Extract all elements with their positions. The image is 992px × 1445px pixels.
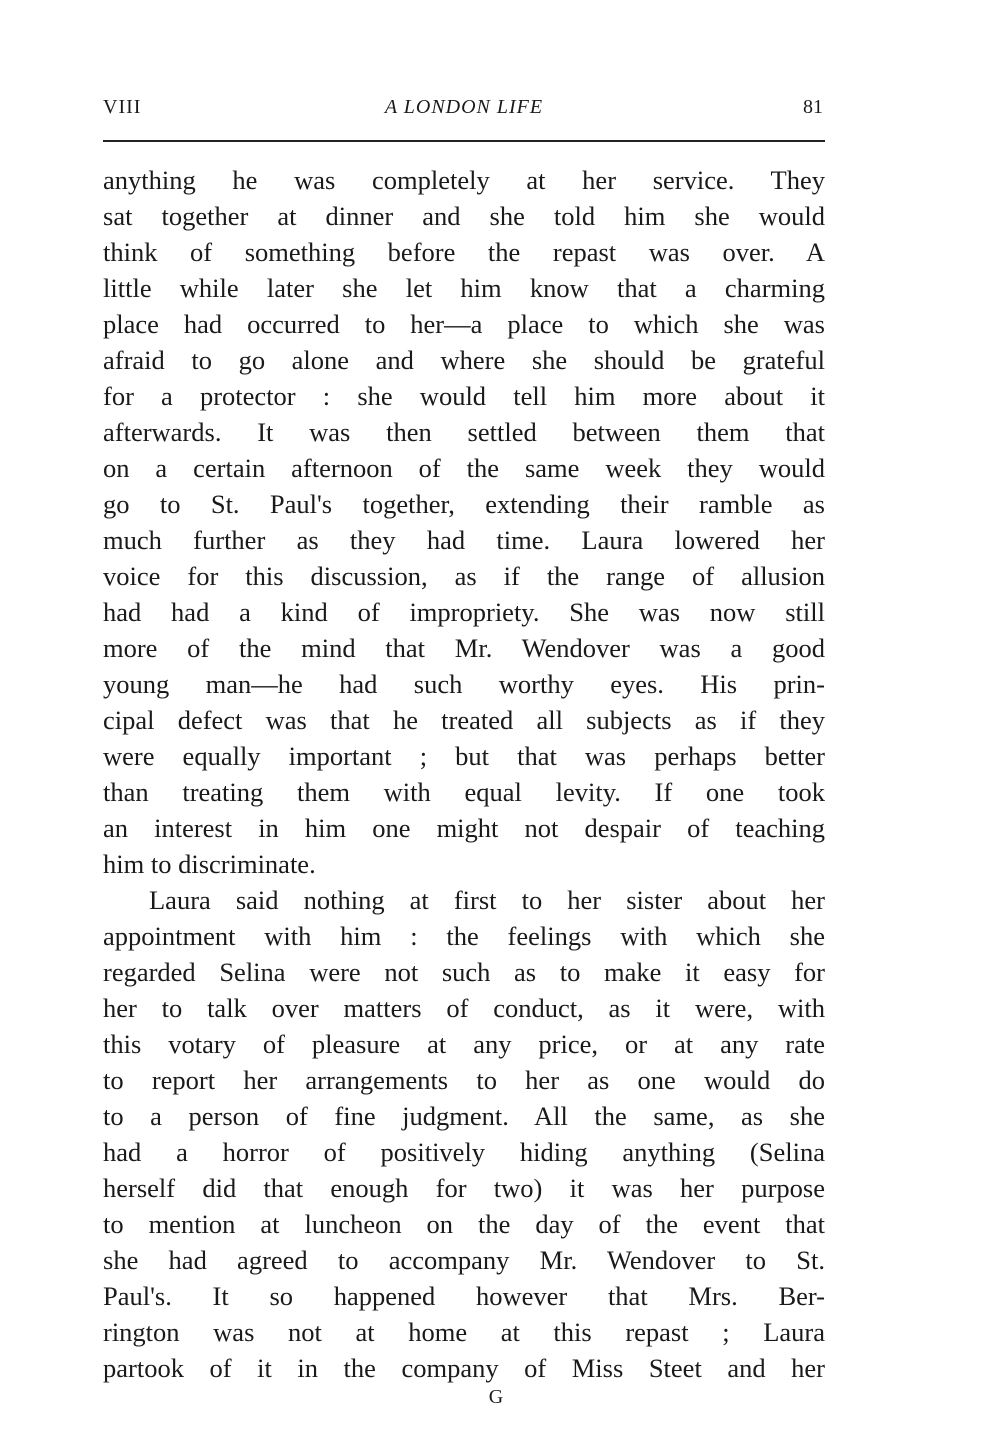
text-line: place had occurred to her—a place to which she was	[103, 309, 825, 339]
text-line: anything he was completely at her service. They	[103, 165, 825, 195]
text-line: cipal defect was that he treated all subjects as if they	[103, 705, 825, 735]
text-line: voice for this discussion, as if the range of allusion	[103, 561, 825, 591]
text-line: had had a kind of impropriety. She was now still	[103, 597, 825, 627]
text-line: afterwards. It was then settled between them that	[103, 417, 825, 447]
text-line: regarded Selina were not such as to make it easy for	[103, 957, 825, 987]
text-line: than treating them with equal levity. If one took	[103, 777, 825, 807]
text-line: to a person of fine judgment. All the same, as she	[103, 1101, 825, 1131]
text-line: were equally important ; but that was perhaps better	[103, 741, 825, 771]
text-line: think of something before the repast was over. A	[103, 237, 825, 267]
text-line: had a horror of positively hiding anything (Selina	[103, 1137, 825, 1167]
paragraph-1	[103, 162, 825, 882]
header-rule	[103, 140, 825, 142]
text-line: more of the mind that Mr. Wendover was a good	[103, 633, 825, 663]
text-line: afraid to go alone and where she should be grateful	[103, 345, 825, 375]
text-line: for a protector : she would tell him more about it	[103, 381, 825, 411]
text-line: an interest in him one might not despair of teaching	[103, 813, 825, 843]
text-line: young man—he had such worthy eyes. His prin-	[103, 669, 825, 699]
text-line: her to talk over matters of conduct, as it were, with	[103, 993, 825, 1023]
text-line: Paul's. It so happened however that Mrs. Ber-	[103, 1281, 825, 1311]
text-line: go to St. Paul's together, extending their ramble as	[103, 489, 825, 519]
page-number: 81	[803, 96, 823, 118]
text-line: much further as they had time. Laura lowered her	[103, 525, 825, 555]
signature-mark: G	[488, 1386, 504, 1408]
text-line: herself did that enough for two) it was her purpose	[103, 1173, 825, 1203]
text-line: sat together at dinner and she told him she would	[103, 201, 825, 231]
text-line: Laura said nothing at first to her sister about her	[149, 885, 825, 915]
text-line: partook of it in the company of Miss Steet and her	[103, 1353, 825, 1383]
text-line: she had agreed to accompany Mr. Wendover to St.	[103, 1245, 825, 1275]
text-line: little while later she let him know that a charming	[103, 273, 825, 303]
running-title: A LONDON LIFE	[384, 96, 544, 118]
text-line: appointment with him : the feelings with which she	[103, 921, 825, 951]
text-line: this votary of pleasure at any price, or at any rate	[103, 1029, 825, 1059]
running-header	[103, 96, 825, 130]
text-line: on a certain afternoon of the same week they would	[103, 453, 825, 483]
text-line: to mention at luncheon on the day of the event that	[103, 1209, 825, 1239]
text-line: him to discriminate.	[103, 849, 316, 879]
text-line: to report her arrangements to her as one would do	[103, 1065, 825, 1095]
body-text	[103, 162, 825, 1386]
text-line: rington was not at home at this repast ; Laura	[103, 1317, 825, 1347]
chapter-number: VIII	[103, 96, 142, 118]
paragraph-2	[103, 882, 825, 1386]
